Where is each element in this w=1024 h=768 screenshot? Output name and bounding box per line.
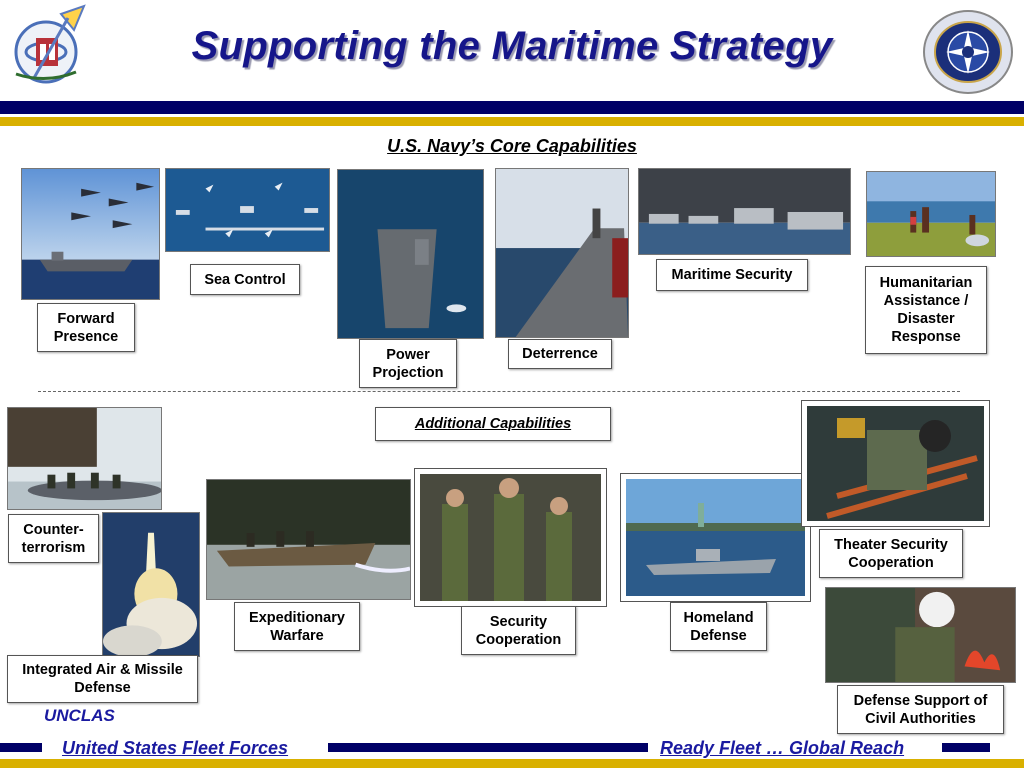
amphibious-ship-photo (337, 169, 484, 339)
security-cooperation-label: Security Cooperation (461, 606, 576, 655)
warships-column-photo (638, 168, 851, 255)
deterrence-label: Deterrence (508, 339, 612, 369)
humanitarian-assistance-label: Humanitarian Assistance / Disaster Response (865, 266, 987, 354)
section-divider (38, 391, 960, 392)
footer-left-text: United States Fleet Forces (62, 738, 289, 758)
combined-joint-operations-seal-icon (920, 8, 1016, 96)
carrier-with-jets-photo (21, 168, 160, 300)
joint-training-photo-frame (414, 468, 607, 607)
header-navy-band (0, 101, 1024, 114)
counter-terrorism-label: Counter-terrorism (8, 514, 99, 563)
footer-gold-band (0, 759, 1024, 768)
joint-training-photo (420, 474, 601, 601)
sailor-on-ladder-photo (807, 406, 984, 521)
missile-launch-photo (102, 512, 200, 657)
header-gold-band (0, 117, 1024, 126)
defense-support-civil-authorities-label: Defense Support of Civil Authorities (837, 685, 1004, 734)
page-title: Supporting the Maritime Strategy (191, 24, 833, 68)
additional-capabilities-heading: Additional Capabilities (375, 407, 611, 441)
statue-of-liberty-frigate-photo (626, 479, 805, 596)
maritime-security-label: Maritime Security (656, 259, 808, 291)
integrated-air-missile-defense-label: Integrated Air & Missile Defense (7, 655, 198, 703)
sea-control-label: Sea Control (190, 264, 300, 295)
power-projection-label: Power Projection (359, 339, 457, 388)
footer-band-left (0, 743, 42, 752)
statue-of-liberty-frigate-photo-frame (620, 473, 811, 602)
submarine-deck-photo (495, 168, 629, 338)
boarding-team-boat-photo (7, 407, 162, 510)
homeland-defense-label: Homeland Defense (670, 602, 767, 651)
core-capabilities-heading: U.S. Navy’s Core Capabilities (387, 136, 637, 156)
helicopter-crewman-fire-photo (825, 587, 1016, 683)
footer-band-middle (328, 743, 648, 752)
footer-right-text: Ready Fleet … Global Reach (660, 738, 905, 758)
theater-security-cooperation-label: Theater Security Cooperation (819, 529, 963, 578)
coastal-villagers-photo (866, 171, 996, 257)
riverine-boat-photo (206, 479, 411, 600)
footer-band-right (942, 743, 990, 752)
fleet-formation-aerial-photo (165, 168, 330, 252)
sailor-on-ladder-photo-frame (801, 400, 990, 527)
expeditionary-warfare-label: Expeditionary Warfare (234, 602, 360, 651)
right-logo (920, 8, 1016, 96)
classification-marking: UNCLAS (44, 706, 115, 725)
forward-presence-label: Forward Presence (37, 303, 135, 352)
